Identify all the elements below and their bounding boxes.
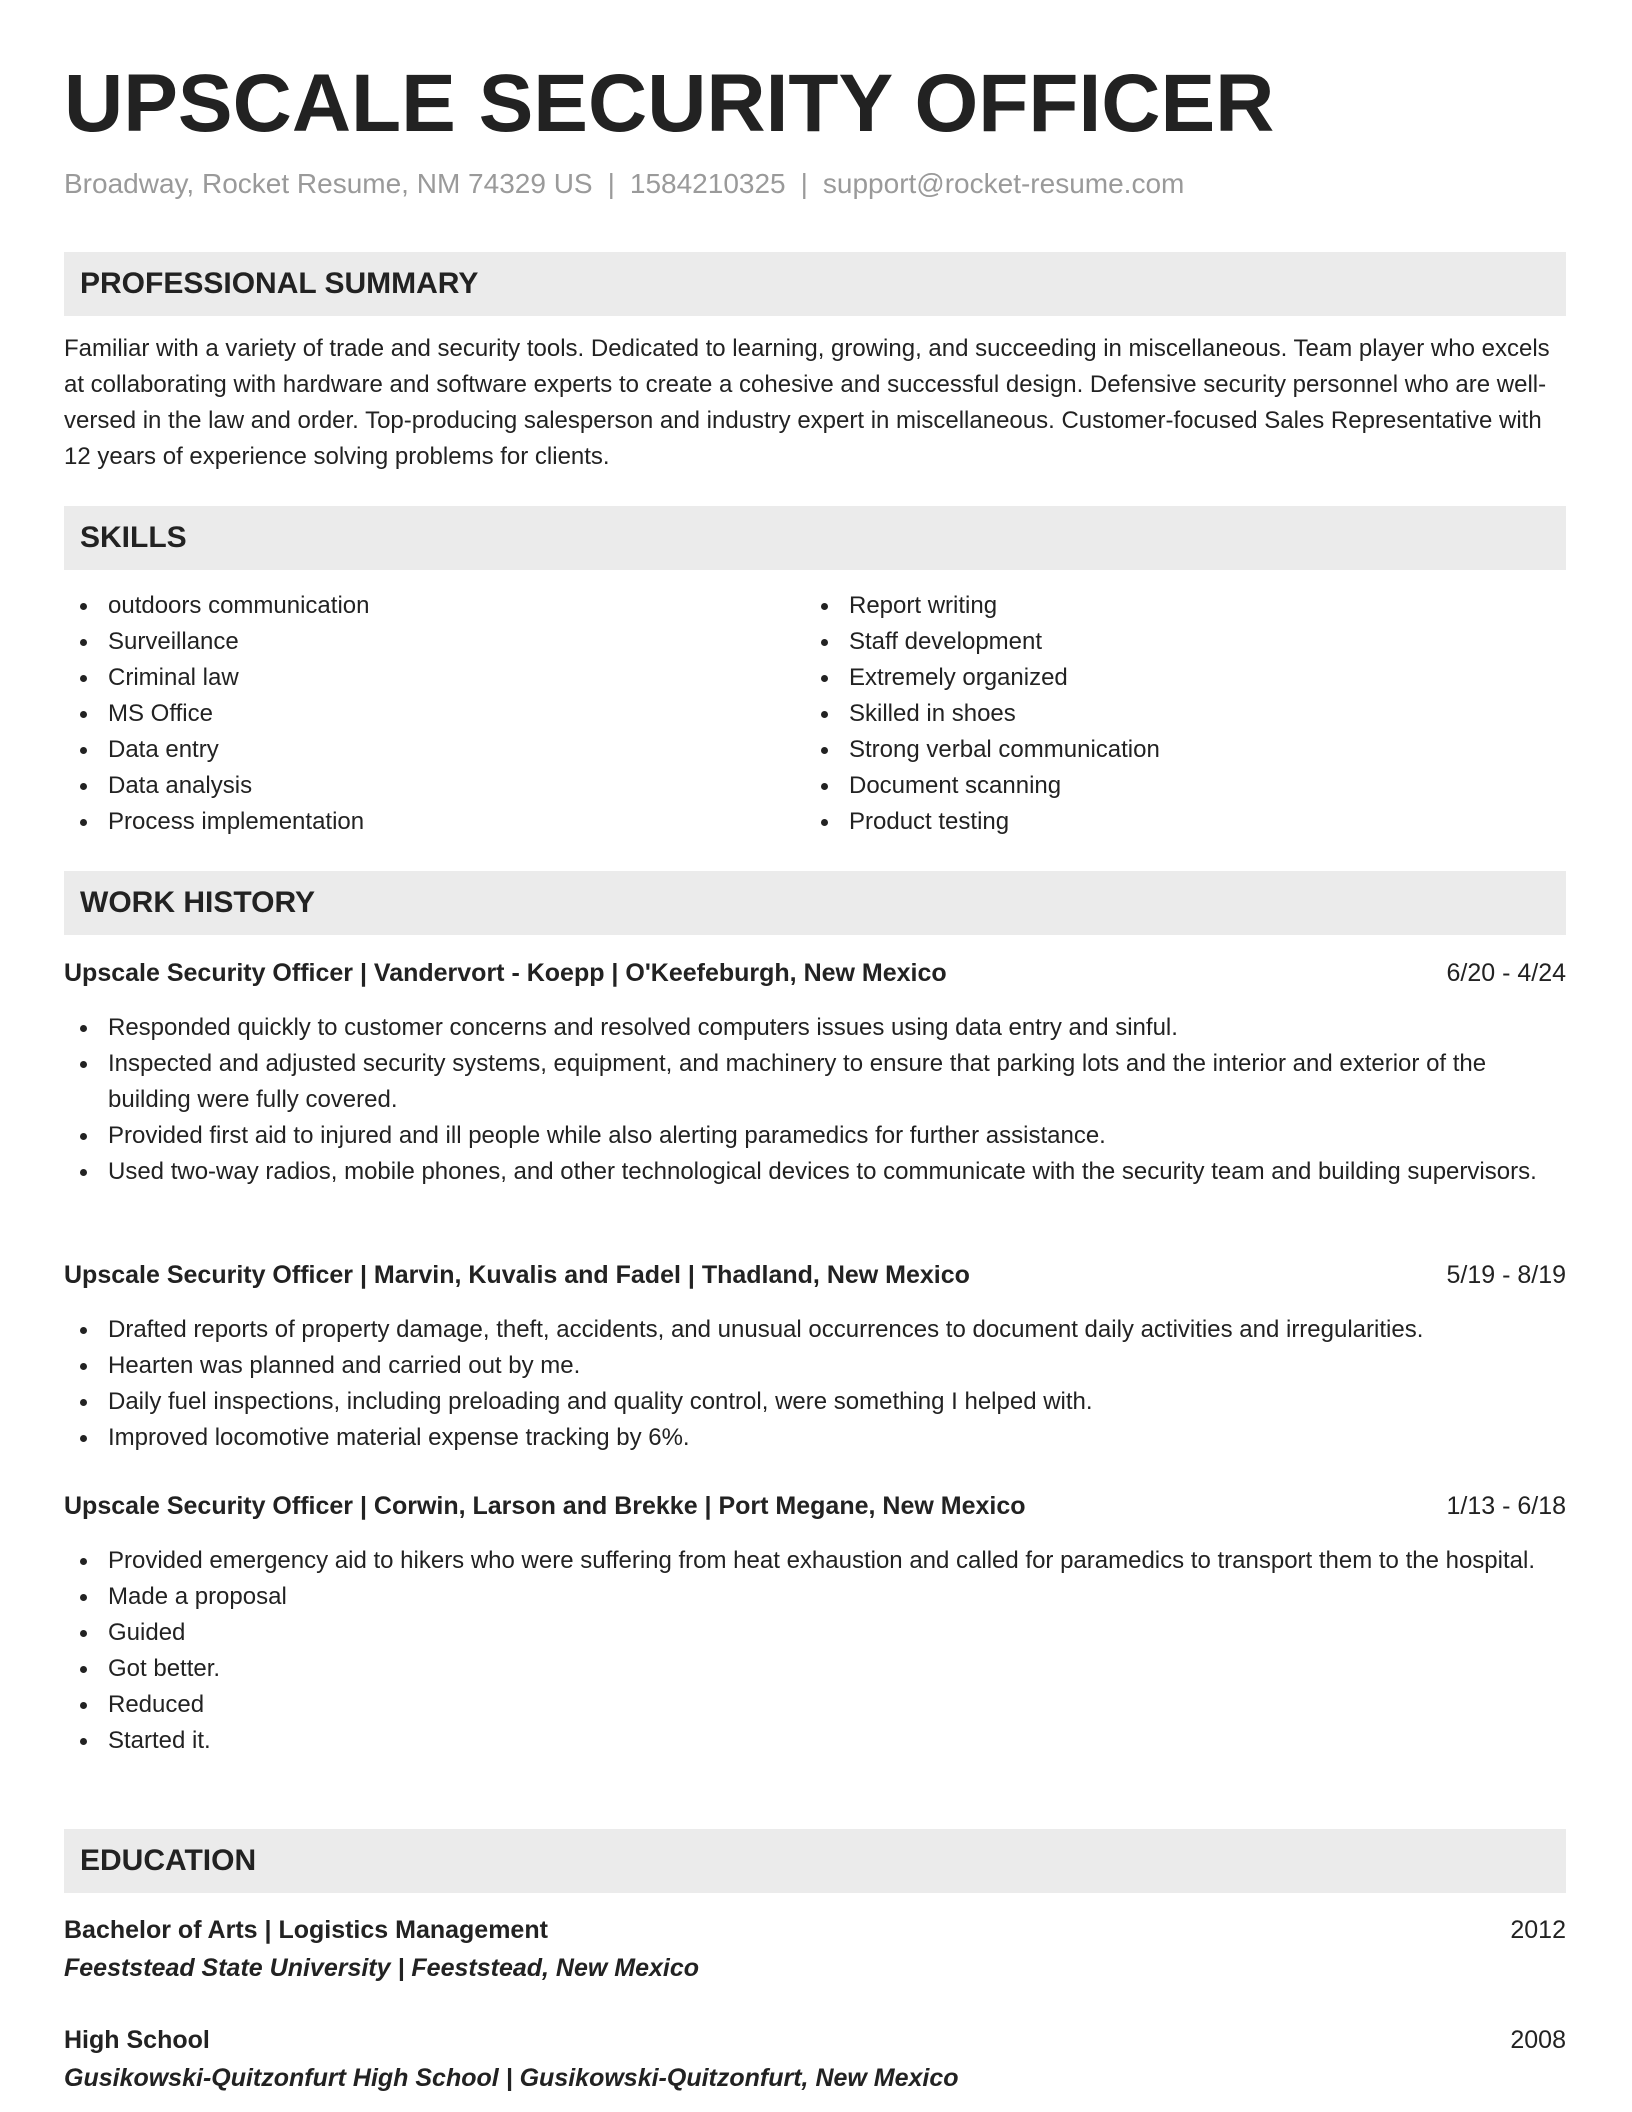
job-bullet: Drafted reports of property damage, theft, accidents, and unusual occurrences to document daily activities and irregularities. <box>64 1312 1566 1348</box>
job-bullet: Provided emergency aid to hikers who were suffering from heat exhaustion and called for paramedics to transport them to the hospital. <box>64 1543 1566 1579</box>
job-title: Upscale Security Officer | Vandervort - Koepp | O'Keefeburgh, New Mexico <box>64 959 947 987</box>
skills-list-left <box>64 588 764 840</box>
summary-text: Familiar with a variety of trade and security tools. Dedicated to learning, growing, and succeeding in miscellaneous. Team player who excels at collaborating with hardware and software experts to create a cohesive and successful design. Defensive security personnel who are well-versed in the law and order. Top-producing salesperson and industry expert in miscellaneous. Customer-focused Sales Representative with 12 years of experience solving problems for clients. <box>64 335 1550 470</box>
job-dates: 1/13 - 6/18 <box>1446 1492 1566 1520</box>
job-bullet: Started it. <box>64 1723 1566 1759</box>
education-year: 2012 <box>1510 1916 1566 1944</box>
job-bullets <box>64 1010 1566 1190</box>
skill-item: Document scanning <box>805 768 1505 804</box>
contact-email: support@rocket-resume.com <box>822 168 1185 199</box>
skill-item: MS Office <box>64 696 764 732</box>
job-bullets <box>64 1543 1566 1759</box>
job-bullet: Responded quickly to customer concerns and resolved computers issues using data entry and sinful. <box>64 1010 1566 1046</box>
skills-heading: SKILLS <box>64 506 1566 570</box>
job-bullet: Reduced <box>64 1687 1566 1723</box>
job-bullet: Provided first aid to injured and ill people while also alerting paramedics for further assistance. <box>64 1118 1566 1154</box>
contact-separator: | <box>607 168 615 199</box>
skill-item: outdoors communication <box>64 588 764 624</box>
education-year: 2008 <box>1510 2026 1566 2054</box>
job-title: Upscale Security Officer | Marvin, Kuvalis and Fadel | Thadland, New Mexico <box>64 1261 970 1289</box>
education-heading: EDUCATION <box>64 1829 1566 1893</box>
education-school: Gusikowski-Quitzonfurt High School | Gusikowski-Quitzonfurt, New Mexico <box>64 2064 959 2092</box>
skill-item: Report writing <box>805 588 1505 624</box>
job-bullet: Used two-way radios, mobile phones, and other technological devices to communicate with the security team and building supervisors. <box>64 1154 1566 1190</box>
job-dates: 6/20 - 4/24 <box>1446 959 1566 987</box>
summary-heading: PROFESSIONAL SUMMARY <box>64 252 1566 316</box>
work-history-heading: WORK HISTORY <box>64 871 1566 935</box>
skill-item: Extremely organized <box>805 660 1505 696</box>
contact-phone: 1584210325 <box>629 168 786 199</box>
skill-item: Staff development <box>805 624 1505 660</box>
skill-item: Skilled in shoes <box>805 696 1505 732</box>
skill-item: Strong verbal communication <box>805 732 1505 768</box>
job-dates: 5/19 - 8/19 <box>1446 1261 1566 1289</box>
candidate-name: UPSCALE SECURITY OFFICER <box>64 58 1275 149</box>
job-bullet: Guided <box>64 1615 1566 1651</box>
skill-item: Criminal law <box>64 660 764 696</box>
skill-item: Product testing <box>805 804 1505 840</box>
job-bullet: Daily fuel inspections, including preloading and quality control, were something I helped with. <box>64 1384 1566 1420</box>
job-bullet: Made a proposal <box>64 1579 1566 1615</box>
job-bullet: Hearten was planned and carried out by me. <box>64 1348 1566 1384</box>
job-bullet: Improved locomotive material expense tracking by 6%. <box>64 1420 1566 1456</box>
job-bullet: Got better. <box>64 1651 1566 1687</box>
skill-item: Data analysis <box>64 768 764 804</box>
job-title: Upscale Security Officer | Corwin, Larson and Brekke | Port Megane, New Mexico <box>64 1492 1026 1520</box>
job-bullet: Inspected and adjusted security systems, equipment, and machinery to ensure that parking lots and the interior and exterior of the building were fully covered. <box>64 1046 1566 1118</box>
job-bullets <box>64 1312 1566 1456</box>
education-degree: High School <box>64 2026 210 2054</box>
education-degree: Bachelor of Arts | Logistics Management <box>64 1916 548 1944</box>
education-school: Feeststead State University | Feeststead, New Mexico <box>64 1954 700 1982</box>
contact-line <box>64 166 1184 202</box>
contact-address: Broadway, Rocket Resume, NM 74329 US <box>64 168 593 199</box>
skill-item: Process implementation <box>64 804 764 840</box>
skill-item: Surveillance <box>64 624 764 660</box>
skills-list-right <box>805 588 1505 840</box>
contact-separator: | <box>800 168 808 199</box>
skill-item: Data entry <box>64 732 764 768</box>
